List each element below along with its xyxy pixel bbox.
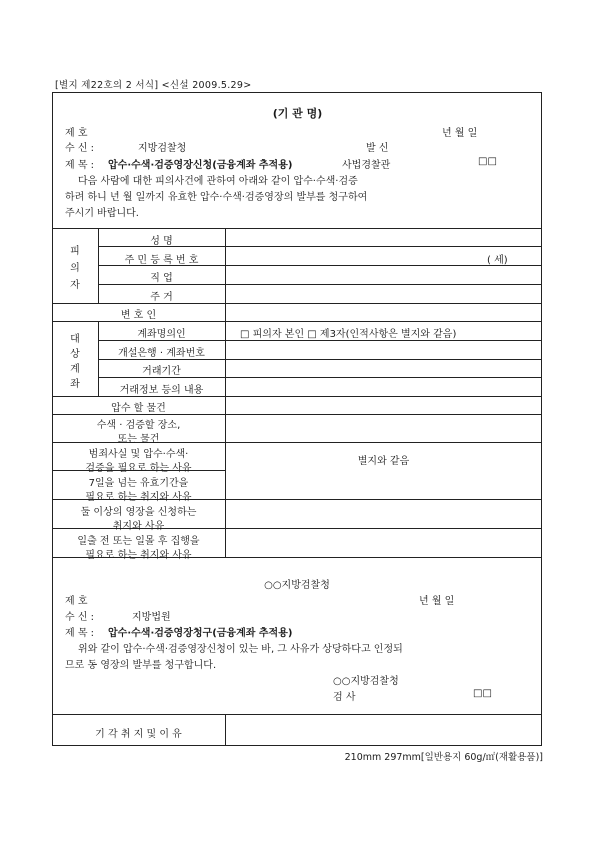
request-body-line-3: 주시기 바랍니다. — [65, 208, 139, 219]
divider — [98, 284, 542, 285]
crime-facts-value: 별지와 같음 — [357, 456, 410, 467]
divider — [52, 303, 542, 304]
account-section-char: 대 — [70, 334, 80, 345]
crime-facts-label: 검증을 필요로 하는 사유 — [85, 463, 192, 474]
transaction-info-label: 거래정보 등의 내용 — [119, 385, 204, 396]
subject-value: 압수·수색·검증영장신청(금융계좌 추적용) — [108, 160, 293, 171]
validity-period-label: 필요로 하는 취지와 사유 — [85, 492, 192, 503]
prosecutor-office-title: ○○지방검찰청 — [264, 580, 330, 591]
crime-facts-label: 범죄사실 및 압수·수색· — [88, 449, 189, 460]
transaction-period-label: 거래기간 — [142, 366, 181, 377]
multiple-warrants-label: 둘 이상의 영장을 신청하는 — [80, 507, 197, 518]
dismissal-reason-label: 기 각 취 지 및 이 유 — [95, 729, 182, 740]
divider — [98, 359, 542, 360]
prosecutor-number: 제 호 — [65, 596, 88, 607]
form-header: [별지 제22호의 2 서식] <신설 2009.5.29> — [55, 80, 252, 91]
court-recipient-label: 수 신 : — [65, 612, 95, 623]
prosecutor-subject-label: 제 목 : — [65, 628, 95, 639]
request-body-line-1: 다음 사람에 대한 피의사건에 관하여 아래와 같이 압수·수색·검증 — [78, 176, 358, 187]
suspect-job-label: 직 업 — [150, 273, 173, 284]
suspect-section-char: 자 — [70, 280, 80, 291]
divider — [225, 228, 226, 557]
suspect-rrn-label: 주 민 등 록 번 호 — [124, 255, 199, 266]
divider — [52, 321, 542, 322]
validity-period-label: 7일을 넘는 유효기간을 — [88, 478, 189, 489]
suspect-section-char: 의 — [70, 263, 80, 274]
suspect-section-char: 피 — [70, 246, 80, 257]
recipient-value: 지방검찰청 — [138, 143, 187, 154]
request-number: 제 호 — [65, 128, 88, 139]
account-section-char: 계 — [70, 364, 80, 375]
prosecutor-subject-value: 압수·수색·검증영장청구(금융계좌 추적용) — [108, 628, 293, 639]
account-section-char: 상 — [70, 349, 80, 360]
bank-account-label: 개설은행 · 계좌번호 — [118, 348, 205, 359]
prosecutor-body-line-1: 위와 같이 압수·수색·검증영장신청이 있는 바, 그 사유가 상당하다고 인정되 — [78, 644, 403, 655]
prosecutor-date: 년 월 일 — [419, 596, 455, 607]
account-section-char: 좌 — [70, 379, 80, 390]
subject-label: 제 목 : — [65, 160, 95, 171]
seizure-items-label: 압수 할 물건 — [111, 403, 166, 414]
divider — [52, 228, 542, 229]
divider — [98, 340, 542, 341]
night-execution-label: 필요로 하는 취지와 사유 — [85, 550, 192, 561]
prosecutor-label: 검 사 — [333, 692, 356, 703]
recipient-label: 수 신 : — [65, 143, 95, 154]
divider — [225, 714, 226, 746]
court-recipient-value: 지방법원 — [132, 612, 171, 623]
request-date: 년 월 일 — [442, 128, 478, 139]
divider — [52, 714, 542, 715]
officer-label: 사법경찰관 — [342, 160, 391, 171]
multiple-warrants-label: 취지와 사유 — [112, 521, 165, 532]
search-place-label: 또는 물건 — [117, 434, 160, 445]
account-holder-label: 계좌명의인 — [137, 329, 186, 340]
suspect-name-label: 성 명 — [150, 236, 173, 247]
search-place-label: 수색 · 검증할 장소, — [96, 420, 181, 431]
account-holder-options: □ 피의자 본인 □ 제3자(인적사항은 별지와 같음) — [240, 329, 457, 340]
divider — [52, 414, 542, 415]
suspect-address-label: 주 거 — [150, 292, 173, 303]
lawyer-label: 변 호 인 — [120, 310, 157, 321]
officer-seal: □□ — [478, 156, 497, 167]
paper-spec-footer: 210mm 297mm[일반용지 60g/㎡(재활용품)] — [344, 752, 543, 763]
agency-title: (기 관 명) — [272, 107, 323, 120]
request-body-line-2: 하려 하니 년 월 일까지 유효한 압수·수색·검증영장의 발부를 청구하여 — [65, 192, 368, 203]
prosecutor-seal: □□ — [473, 688, 492, 699]
prosecutor-body-line-2: 므로 동 영장의 발부를 청구합니다. — [65, 660, 217, 671]
sender-label: 발 신 — [366, 143, 389, 154]
divider — [98, 377, 542, 378]
suspect-age-value: ( 세) — [487, 255, 508, 266]
night-execution-label: 일출 전 또는 일몰 후 집행을 — [77, 536, 200, 547]
divider — [52, 396, 542, 397]
prosecutor-sign-office: ○○지방검찰청 — [333, 676, 399, 687]
